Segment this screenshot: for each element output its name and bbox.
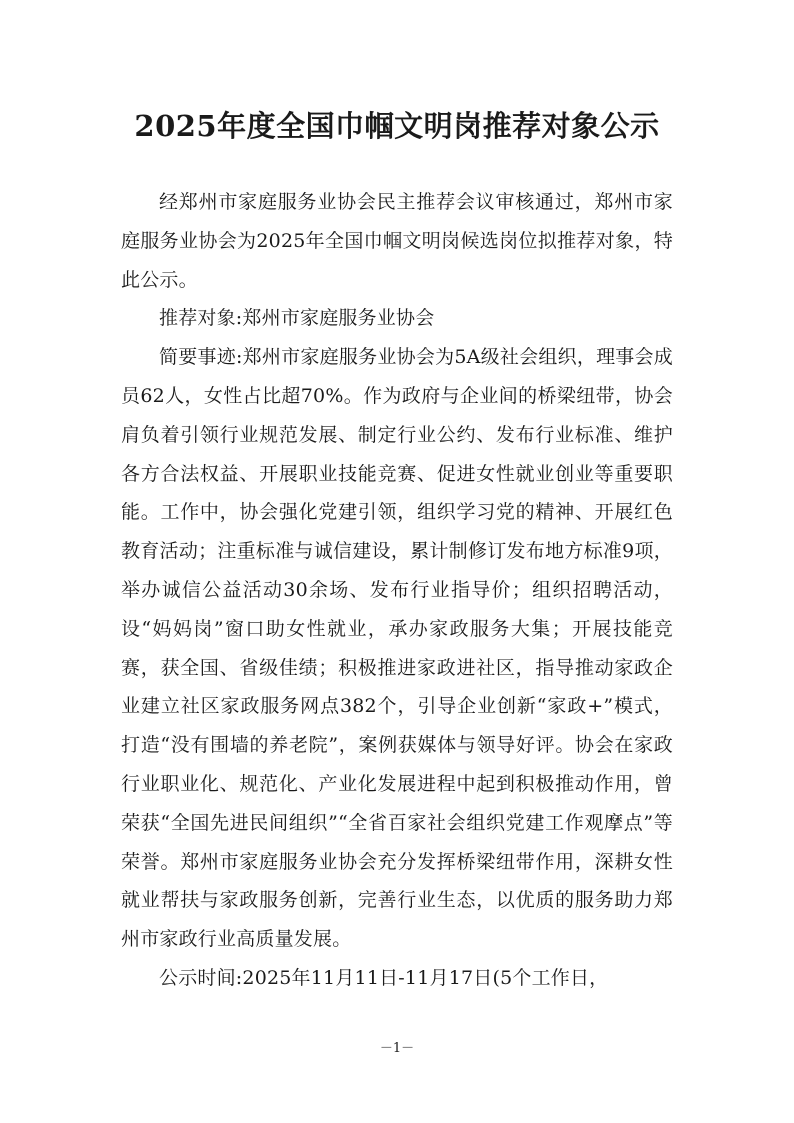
page-number: －1－ <box>379 1041 415 1056</box>
page-title: 2025年度全国巾帼文明岗推荐对象公示 <box>134 109 660 143</box>
nominee-paragraph: 推荐对象:郑州市家庭服务业协会 <box>159 307 435 330</box>
deeds-paragraph: 简要事迹:郑州市家庭服务业协会为5A级社会组织，理事会成员62人，女性占比超70%。作为政府与企业间的桥梁纽带，协会肩负着引领行业规范发展、制定行业公约、发布行业标准、维护各方合法权益、开展职业技能竞赛、促进女性就业创业等重要职能。工作中，协会强化党建引领，组织学习党的精神、开展红色教育活动；注重标准与诚信建设，累计制修订发布地方标准9项，举办诚信公益活动30余场、发布行业指导价；组织招聘活动，设“妈妈岗”窗口助女性就业，承办家政服务大集；开展技能竞赛，获全国、省级佳绩；积极推进家政进社区，指导推动家政企业建立社区家政服务网点382个，引导企业创新“家政+”模式，打造“没有围墙的养老院”，案例获媒体与领导好评。协会在家政行业职业化、规范化、产业化发展进程中起到积极推动作用，曾荣获“全国先进民间组织”“全省百家社会组织党建工作观摩点”等荣誉。郑州市家庭服务业协会充分发挥桥梁纽带作用，深耕女性就业帮扶与家政服务创新，完善行业生态，以优质的服务助力郑州市家政行业高质量发展。 <box>121 346 673 951</box>
document-body <box>121 183 673 998</box>
publicity-period-paragraph: 公示时间:2025年11月11日-11月17日(5个工作日， <box>159 966 609 989</box>
intro-paragraph: 经郑州市家庭服务业协会民主推荐会议审核通过，郑州市家庭服务业协会为2025年全国巾帼文明岗候选岗位拟推荐对象，特此公示。 <box>121 191 673 291</box>
